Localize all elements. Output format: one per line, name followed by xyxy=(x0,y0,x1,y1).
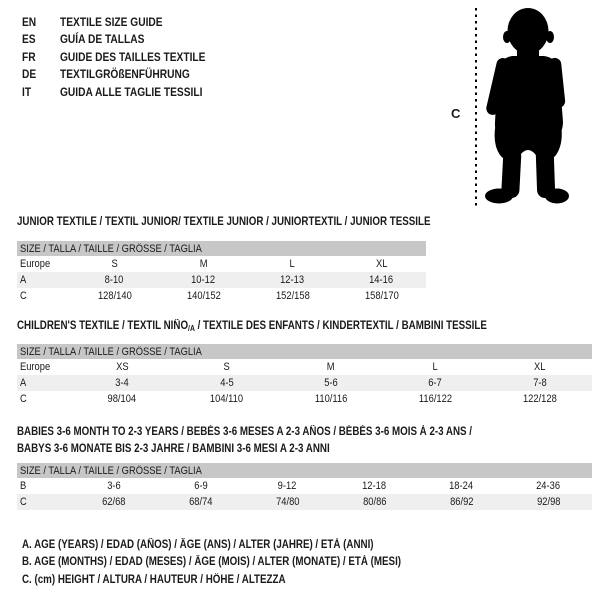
table-row xyxy=(17,288,426,304)
table-row xyxy=(17,256,426,272)
cell-value: 122/128 xyxy=(522,393,557,405)
cell-value: 104/110 xyxy=(210,393,244,405)
language-title-list xyxy=(22,13,231,101)
babies-table-section xyxy=(17,424,592,510)
row-label: Europe xyxy=(20,361,51,373)
language-row-de xyxy=(22,66,231,84)
babies-table-title-line2: BABYS 3-6 MONATE BIS 2-3 JAHRE / BAMBINI 3-6 MESI A 2-3 ANNI xyxy=(17,443,330,455)
cell-value: 62/68 xyxy=(101,496,126,508)
legend-age-years: A. AGE (YEARS) / EDAD (AÑOS) / ÂGE (ANS) / ALTER (JAHRE) / ETÀ (ANNI) xyxy=(22,539,374,551)
cell-value: 140/152 xyxy=(186,290,221,302)
legend-age-months: B. AGE (MONTHS) / EDAD (MESES) / ÂGE (MOIS) / ALTER (MONATE) / ETÀ (MESI) xyxy=(22,556,402,569)
cell-value: 12-18 xyxy=(362,480,387,492)
baby-silhouette-graphic xyxy=(440,0,600,220)
cell-value: 68/74 xyxy=(188,496,213,508)
cell-value: L xyxy=(289,258,296,270)
language-title: GUIDE DES TAILLES TEXTILE xyxy=(60,49,206,64)
row-label: C xyxy=(20,496,27,508)
junior-table-title: JUNIOR TEXTILE / TEXTIL JUNIOR/ TEXTILE JUNIOR / JUNIORTEXTIL / JUNIOR TESSILE xyxy=(17,216,431,228)
row-label: A xyxy=(20,274,27,286)
cell-value: XL xyxy=(375,258,388,270)
children-table-section xyxy=(17,320,592,407)
language-title: TEXTILGRÖßENFÜHRUNG xyxy=(60,67,190,82)
cell-value: 8-10 xyxy=(105,274,124,286)
cell-value: 92/98 xyxy=(536,496,561,508)
cell-value: 116/122 xyxy=(418,393,452,405)
row-label: Europe xyxy=(20,258,51,270)
cell-value: L xyxy=(432,361,439,373)
cell-value: XL xyxy=(534,361,546,373)
cell-value: 6-9 xyxy=(193,480,208,492)
language-row-en xyxy=(22,13,231,31)
cell-value: XS xyxy=(115,361,129,373)
cell-value: 5-6 xyxy=(324,377,338,389)
table-row xyxy=(17,391,592,407)
cell-value: 12-13 xyxy=(280,274,305,286)
nino-a-subscript: /A xyxy=(188,324,195,333)
cell-value: M xyxy=(199,258,208,270)
size-header-bar: SIZE / TALLA / TAILLE / GRÖSSE / TAGLIA xyxy=(17,463,592,478)
table-row xyxy=(17,375,592,391)
language-row-fr xyxy=(22,48,231,66)
cell-value: 3-4 xyxy=(115,377,129,389)
cell-value: 14-16 xyxy=(369,274,394,286)
language-row-es xyxy=(22,31,231,49)
cell-value: 98/104 xyxy=(107,393,137,405)
cell-value: 24-36 xyxy=(536,480,561,492)
language-title: GUÍA DE TALLAS xyxy=(60,32,145,47)
table-row xyxy=(17,478,592,494)
cell-value: S xyxy=(223,361,230,373)
table-row xyxy=(17,494,592,510)
junior-table-section xyxy=(17,216,431,304)
cell-value: 158/170 xyxy=(364,290,399,302)
cell-value: 18-24 xyxy=(449,480,474,492)
cell-value: 86/92 xyxy=(449,496,474,508)
baby-silhouette xyxy=(485,8,569,204)
measure-legend xyxy=(22,537,468,589)
cell-value: 6-7 xyxy=(428,377,443,389)
language-title: GUIDA ALLE TAGLIE TESSILI xyxy=(60,84,203,99)
height-measure-label: C xyxy=(451,106,461,121)
cell-value: 9-12 xyxy=(278,480,297,492)
language-code: IT xyxy=(22,84,32,99)
cell-value: 152/158 xyxy=(275,290,310,302)
cell-value: 7-8 xyxy=(533,377,547,389)
row-label: A xyxy=(20,377,27,389)
baby-figure xyxy=(440,0,600,220)
cell-value: 74/80 xyxy=(275,496,300,508)
cell-value: 4-5 xyxy=(219,377,234,389)
babies-table-title-line1: BABIES 3-6 MONTH TO 2-3 YEARS / BEBÉS 3-6 MESES A 2-3 AÑOS / BÉBÉS 3-6 MOIS À 2-3 ANS / xyxy=(17,426,473,438)
cell-value: 10-12 xyxy=(191,274,216,286)
cell-value: 80/86 xyxy=(362,496,387,508)
row-label: C xyxy=(20,290,27,302)
cell-value: 110/116 xyxy=(314,393,348,405)
language-title: TEXTILE SIZE GUIDE xyxy=(60,14,163,29)
language-row-it xyxy=(22,83,231,101)
size-header-bar: SIZE / TALLA / TAILLE / GRÖSSE / TAGLIA xyxy=(17,344,592,359)
language-code: ES xyxy=(22,32,36,47)
legend-height-cm: C. (cm) HEIGHT / ALTURA / HAUTEUR / HÖHE / ALTEZZA xyxy=(22,573,286,586)
size-header-bar: SIZE / TALLA / TAILLE / GRÖSSE / TAGLIA xyxy=(17,241,426,256)
row-label: B xyxy=(20,480,27,492)
cell-value: 3-6 xyxy=(106,480,121,492)
language-code: DE xyxy=(22,67,37,82)
row-label: C xyxy=(20,393,27,405)
cell-value: S xyxy=(111,258,118,270)
language-code: FR xyxy=(22,49,36,64)
cell-value: 128/140 xyxy=(97,290,132,302)
cell-value: M xyxy=(327,361,335,373)
table-row xyxy=(17,272,426,288)
language-code: EN xyxy=(22,14,37,29)
table-row xyxy=(17,359,592,375)
children-table-title: CHILDREN'S TEXTILE / TEXTIL $NIÑO_{/A}$ / TEXTILE DES ENFANTS / KINDERTEXTIL / BAMBINI TESSILE xyxy=(17,320,487,333)
